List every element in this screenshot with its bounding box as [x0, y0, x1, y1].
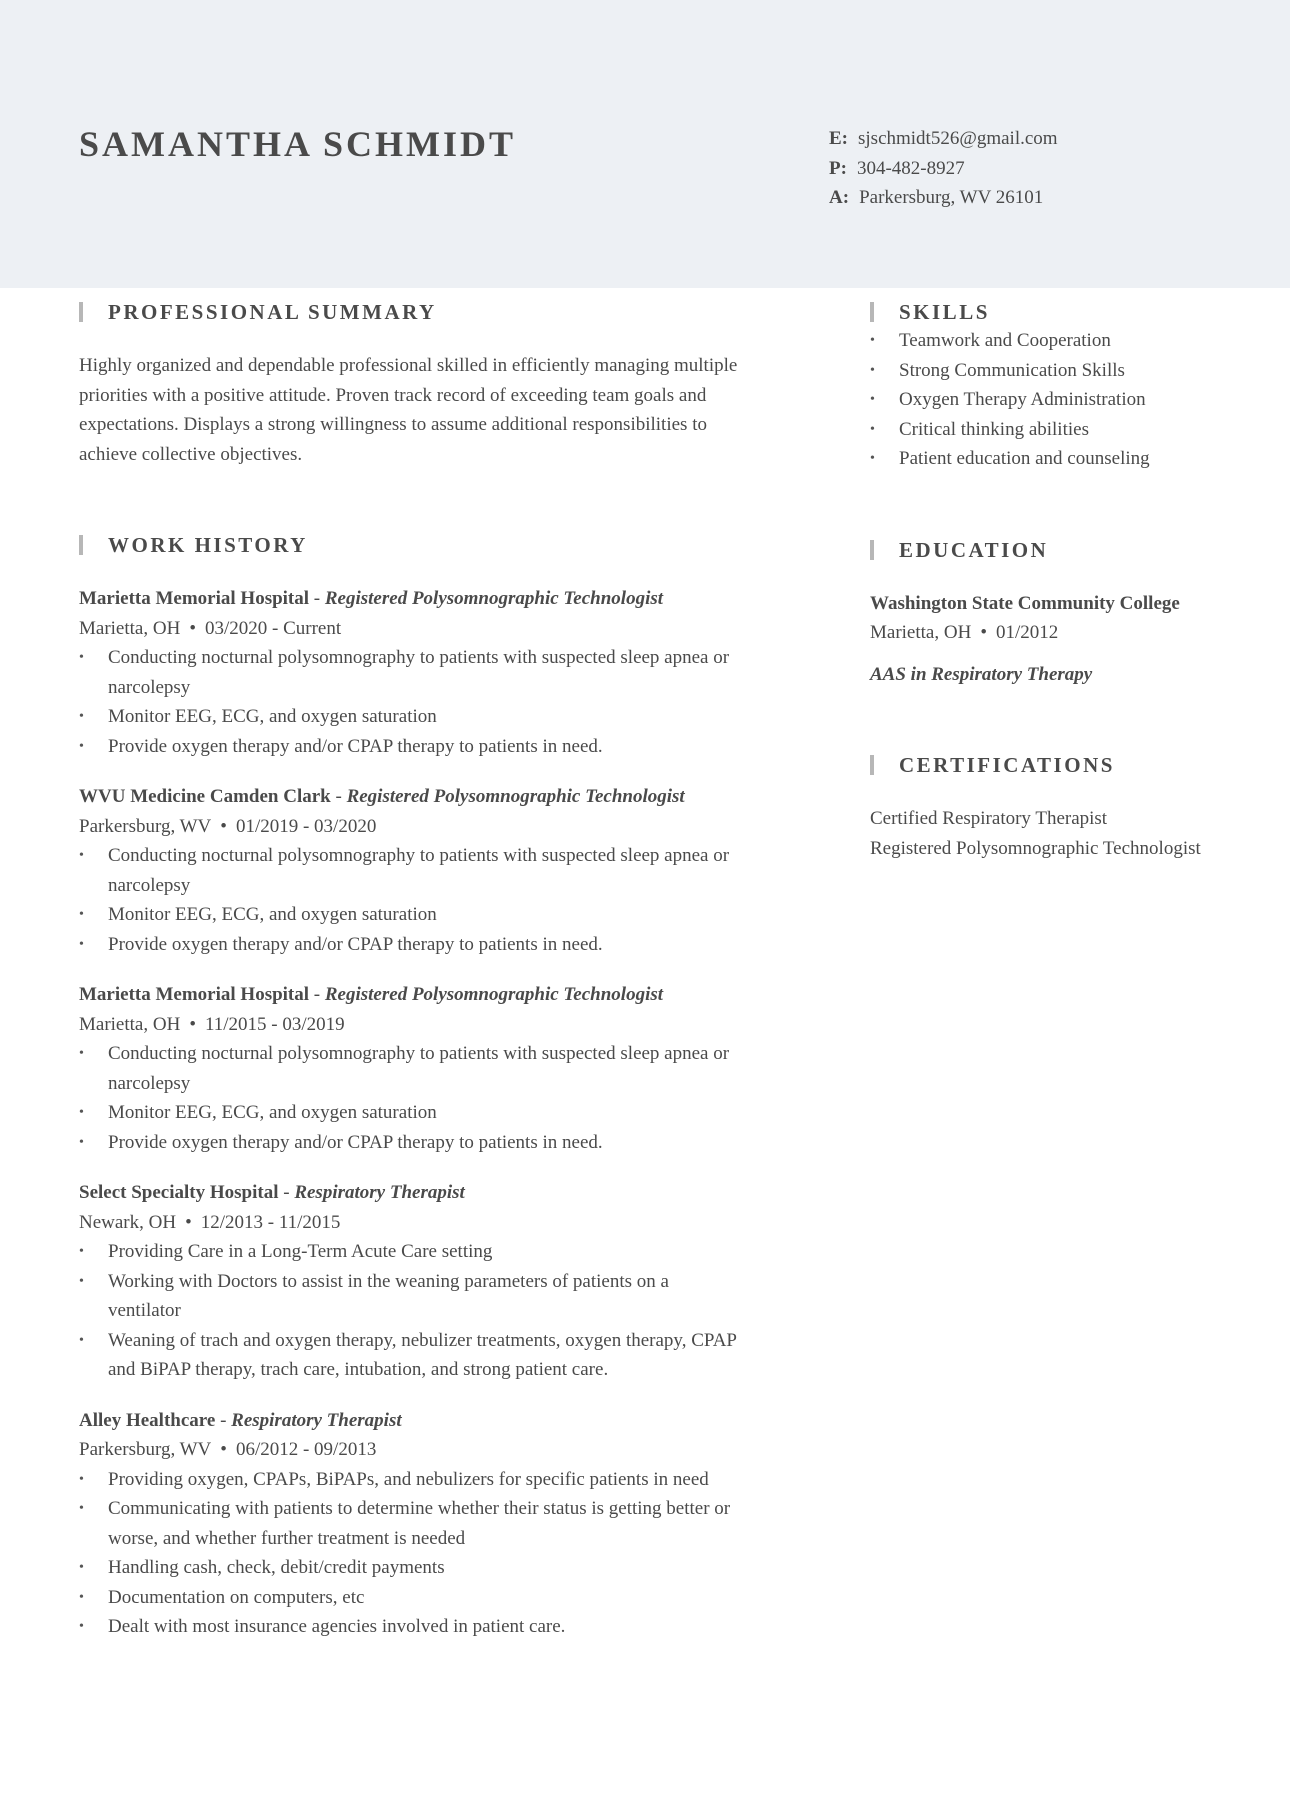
summary-line: priorities with a positive attitude. Proven track record of exceeding team goals and [79, 384, 707, 406]
education-section [870, 536, 1270, 690]
bullet-line: Conducting nocturnal polysomnography to patients with suspected sleep apnea or [108, 647, 730, 668]
list-item: • Teamwork and Cooperation [870, 326, 1270, 356]
contact-address [829, 183, 1058, 213]
job-bullets [79, 1465, 799, 1642]
bullet-line: Weaning of trach and oxygen therapy, nebulizer treatments, oxygen therapy, CPAP [108, 1329, 737, 1351]
main-column [79, 298, 799, 1642]
summary-title: PROFESSIONAL SUMMARY [79, 298, 799, 326]
list-item [79, 900, 799, 930]
job-meta [79, 1010, 799, 1040]
list-item: • Oxygen Therapy Administration [870, 385, 1270, 415]
job-separator: - [278, 1182, 295, 1203]
job-role: Registered Polysomnographic Technologist [324, 984, 664, 1005]
job-location: Newark, OH [79, 1211, 177, 1233]
meta-dot: • [220, 815, 227, 837]
contact-value: Parkersburg, WV 26101 [859, 187, 1044, 208]
job-dates: 12/2013 - 11/2015 [200, 1211, 341, 1233]
summary-line: expectations. Displays a strong willingness to assume additional responsibilities to [79, 414, 707, 435]
list-item [79, 643, 799, 702]
contact-email [829, 124, 1058, 154]
bullet-line: ventilator [108, 1300, 181, 1321]
job-meta [79, 1435, 799, 1465]
certifications-section [870, 751, 1270, 863]
list-item [79, 841, 799, 900]
contact-block [829, 124, 1058, 213]
meta-dot: • [185, 1211, 192, 1233]
bullet-line: Dealt with most insurance agencies involved in patient care. [108, 1616, 566, 1637]
job-meta [79, 1208, 799, 1238]
list-item [79, 1326, 799, 1385]
list-item: • Strong Communication Skills [870, 356, 1270, 386]
education-school: Washington State Community College [870, 592, 1180, 614]
list-item [79, 1098, 799, 1128]
bullet-line: Provide oxygen therapy and/or CPAP therapy to patients in need. [108, 735, 603, 757]
bullet-line: Handling cash, check, debit/credit payments [108, 1557, 445, 1578]
list-item [79, 702, 799, 732]
job-role: Respiratory Therapist [294, 1182, 465, 1203]
bullet-line: narcolepsy [108, 874, 191, 896]
education-date: 01/2012 [995, 622, 1059, 643]
bullet-line: and BiPAP therapy, trach care, intubation, and strong patient care. [108, 1359, 609, 1380]
bullet-line: Working with Doctors to assist in the weaning parameters of patients on a [108, 1270, 669, 1292]
contact-key: E: [829, 128, 848, 149]
job-heading [79, 1406, 799, 1436]
contact-phone [829, 154, 1058, 184]
list-item [79, 1612, 799, 1642]
job-dates: 06/2012 - 09/2013 [235, 1439, 377, 1460]
list-item [79, 1465, 799, 1495]
job-dates: 11/2015 - 03/2019 [204, 1013, 345, 1035]
job-heading [79, 980, 799, 1010]
job-employer: Marietta Memorial Hospital [79, 588, 310, 609]
summary-section [79, 298, 799, 469]
bullet-line: Monitor EEG, ECG, and oxygen saturation [108, 1102, 437, 1123]
sidebar-column [870, 298, 1270, 863]
job-location: Parkersburg, WV [79, 815, 212, 837]
job-separator: - [309, 588, 325, 609]
job-bullets [79, 643, 799, 761]
job-meta [79, 614, 799, 644]
contact-value: sjschmidt526@gmail.com [858, 128, 1058, 149]
job-bullets [79, 1237, 799, 1385]
list-item [79, 1237, 799, 1267]
meta-dot: • [980, 622, 987, 643]
contact-value: 304-482-8927 [856, 157, 965, 179]
job-entry [79, 980, 799, 1157]
certification-item: Registered Polysomnographic Technologist [870, 837, 1201, 859]
education-meta [870, 618, 1270, 648]
contact-key: A: [829, 187, 850, 208]
list-item [79, 1494, 799, 1553]
bullet-line: narcolepsy [108, 1072, 191, 1094]
job-separator: - [215, 1409, 232, 1431]
bullet-line: Communicating with patients to determine whether their status is getting better or [108, 1498, 731, 1519]
job-role: Registered Polysomnographic Technologist [346, 786, 685, 807]
job-role: Registered Polysomnographic Technologist [324, 588, 664, 609]
job-employer: WVU Medicine Camden Clark [79, 786, 331, 807]
job-location: Marietta, OH [79, 617, 181, 639]
education-location: Marietta, OH [870, 622, 972, 643]
education-title: EDUCATION [870, 536, 1270, 564]
list-item: • Patient education and counseling [870, 444, 1270, 474]
job-location: Marietta, OH [79, 1013, 181, 1035]
list-item [79, 1583, 799, 1613]
work-history-title: WORK HISTORY [79, 531, 799, 559]
bullet-line: Monitor EEG, ECG, and oxygen saturation [108, 706, 437, 727]
job-heading [79, 1178, 799, 1208]
job-entry [79, 1178, 799, 1385]
job-entry [79, 782, 799, 959]
certification-item: Certified Respiratory Therapist [870, 808, 1108, 829]
summary-text [79, 351, 799, 469]
work-history-section [79, 531, 799, 1642]
job-entry [79, 1406, 799, 1642]
bullet-line: Providing oxygen, CPAPs, BiPAPs, and nebulizers for specific patients in need [108, 1468, 709, 1490]
education-degree: AAS in Respiratory Therapy [870, 663, 1093, 685]
bullet-line: worse, and whether further treatment is needed [108, 1527, 466, 1549]
bullet-line: Conducting nocturnal polysomnography to patients with suspected sleep apnea or [108, 845, 730, 866]
list-item [79, 1553, 799, 1583]
meta-dot: • [189, 617, 196, 639]
job-employer: Marietta Memorial Hospital [79, 984, 310, 1005]
bullet-line: narcolepsy [108, 676, 191, 698]
bullet-line: Provide oxygen therapy and/or CPAP therapy to patients in need. [108, 933, 603, 955]
list-item [79, 1039, 799, 1098]
job-dates: 01/2019 - 03/2020 [235, 815, 377, 837]
list-item [79, 1128, 799, 1158]
bullet-line: Conducting nocturnal polysomnography to patients with suspected sleep apnea or [108, 1043, 730, 1064]
bullet-line: Documentation on computers, etc [108, 1586, 365, 1608]
job-heading [79, 782, 799, 812]
job-dates: 03/2020 - Current [204, 617, 342, 639]
summary-line: achieve collective objectives. [79, 443, 303, 465]
resume-header [0, 0, 1290, 288]
job-entry [79, 584, 799, 761]
list-item: • Critical thinking abilities [870, 415, 1270, 445]
skills-list [870, 326, 1270, 474]
meta-dot: • [189, 1013, 196, 1035]
job-employer: Select Specialty Hospital [79, 1182, 279, 1203]
bullet-line: Monitor EEG, ECG, and oxygen saturation [108, 904, 437, 925]
job-bullets [79, 1039, 799, 1157]
certifications-list [870, 804, 1270, 863]
list-item [79, 1267, 799, 1326]
job-bullets [79, 841, 799, 959]
job-role: Respiratory Therapist [231, 1409, 402, 1431]
job-separator: - [309, 984, 325, 1005]
job-separator: - [330, 786, 347, 807]
skills-section [870, 298, 1270, 474]
list-item [79, 930, 799, 960]
skills-title: SKILLS [870, 298, 1270, 326]
bullet-line: Providing Care in a Long-Term Acute Care setting [108, 1241, 493, 1262]
contact-key: P: [829, 157, 847, 179]
job-meta [79, 812, 799, 842]
job-employer: Alley Healthcare [79, 1409, 216, 1431]
job-heading [79, 584, 799, 614]
meta-dot: • [220, 1439, 227, 1460]
job-location: Parkersburg, WV [79, 1439, 212, 1460]
candidate-name: SAMANTHA SCHMIDT [79, 124, 517, 164]
certifications-title: CERTIFICATIONS [870, 751, 1270, 779]
summary-line: Highly organized and dependable professional skilled in efficiently managing multiple [79, 355, 738, 376]
bullet-line: Provide oxygen therapy and/or CPAP therapy to patients in need. [108, 1131, 603, 1153]
list-item [79, 732, 799, 762]
